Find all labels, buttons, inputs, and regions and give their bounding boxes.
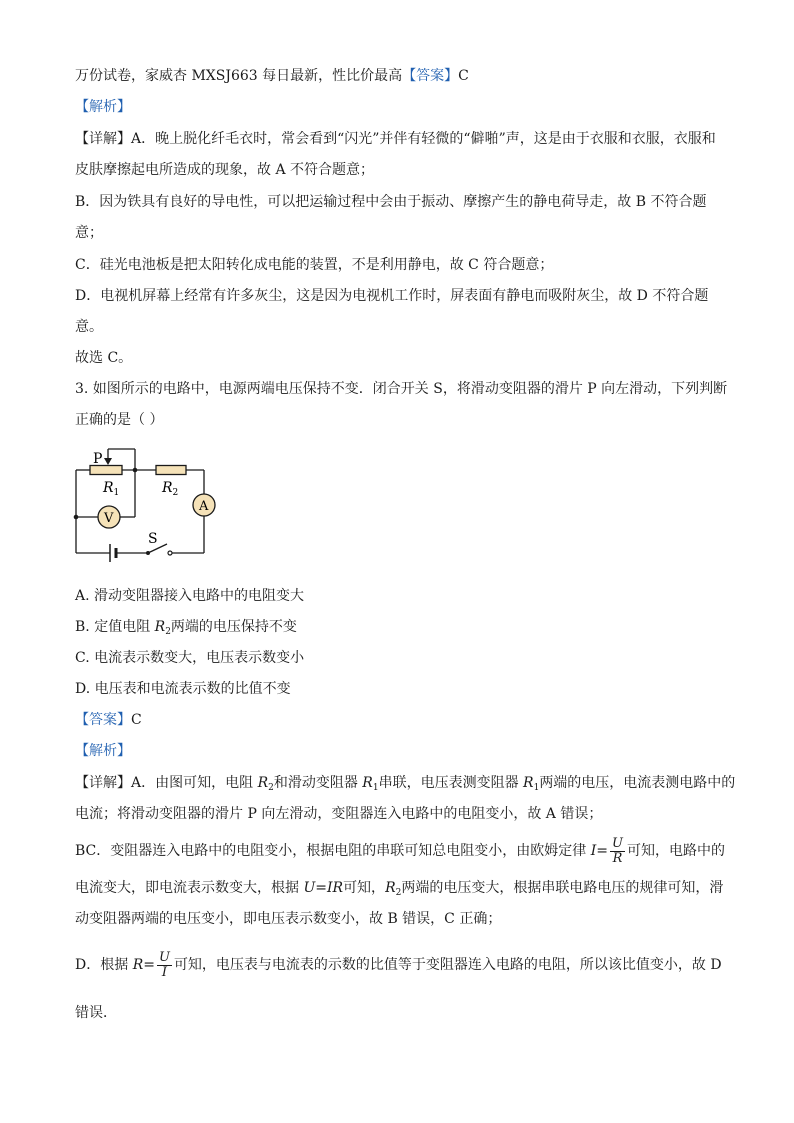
analysis-line-bc1 bbox=[75, 834, 725, 868]
slider-arrow-icon bbox=[104, 458, 112, 465]
question-stem-line-1: 3. 如图所示的电路中，电源两端电压保持不变．闭合开关 S，将滑动变阻器的滑片 P 向左滑动，下列判断 bbox=[75, 381, 728, 397]
analysis-line-a1 bbox=[75, 773, 735, 798]
junction-dot-left bbox=[74, 515, 79, 520]
prev-detail-line-1 bbox=[75, 129, 716, 149]
analysis-text: 和滑动变阻器 bbox=[273, 775, 363, 791]
prev-conclusion-line: 故选 C。 bbox=[75, 350, 133, 366]
r1-label: $R_1$ bbox=[103, 480, 120, 498]
analysis-text: BC．变阻器连入电路中的电阻变小，根据电阻的串联可知总电阻变小，由欧姆定律 bbox=[75, 843, 591, 859]
analysis-text: 可知，电路中的 bbox=[626, 843, 725, 859]
option-b-suffix: 两端的电压保持不变 bbox=[170, 619, 297, 635]
analysis-text: D．根据 bbox=[75, 957, 133, 973]
analysis-text: 可知， bbox=[343, 880, 386, 896]
analysis-line-bc2 bbox=[75, 878, 723, 903]
symbol-r: R bbox=[362, 775, 373, 791]
option-b-symbol: R bbox=[154, 619, 166, 635]
prev-detail-line-5: C．硅光电池板是把太阳转化成电能的装置，不是利用静电，故 C 符合题意； bbox=[75, 257, 554, 273]
equals-sign: = bbox=[596, 843, 608, 859]
analysis-line-bc3: 动变阻器两端的电压变小，即电压表示数变小，故 B 错误，C 正确； bbox=[75, 911, 502, 927]
fraction-denominator: R bbox=[612, 850, 623, 866]
analysis-line-d2: 错误． bbox=[75, 1005, 117, 1021]
prev-detail-line-4: 意； bbox=[75, 225, 103, 241]
prev-detail-line-6: D．电视机屏幕上经常有许多灰尘，这是因为电视机工作时，屏表面有静电而吸附灰尘，故 D 不符合题 bbox=[75, 288, 709, 304]
subscript: 2 bbox=[268, 783, 274, 793]
option-d: D. 电压表和电流表示数的比值不变 bbox=[75, 681, 291, 697]
subscript: 1 bbox=[372, 783, 379, 793]
option-c: C. 电流表示数变大，电压表示数变小 bbox=[75, 650, 305, 666]
analysis-line-d1 bbox=[75, 948, 722, 982]
analysis-text: 电流变大，即电流表示数变大，根据 bbox=[75, 880, 304, 896]
ammeter-label: A bbox=[199, 499, 209, 514]
formula-u-ir: U=IR bbox=[303, 880, 344, 896]
analysis-text: A．由图可知，电阻 bbox=[131, 775, 258, 791]
subscript: 1 bbox=[533, 783, 540, 793]
symbol-r: R bbox=[257, 775, 269, 791]
fraction-u-over-r bbox=[610, 837, 625, 866]
fraction-numerator: U bbox=[611, 835, 623, 851]
answer-tag: 【答案】 bbox=[75, 712, 131, 728]
equals-sign: = bbox=[143, 957, 155, 973]
answer-line bbox=[75, 710, 142, 730]
voltmeter-label: V bbox=[104, 511, 114, 526]
subscript: 2 bbox=[395, 888, 402, 898]
junction-dot-top bbox=[133, 468, 138, 473]
option-b-prefix: B. 定值电阻 bbox=[75, 619, 155, 635]
analysis-line-a2: 电流；将滑动变阻器的滑片 P 向左滑动，变阻器连入电路中的电阻变小，故 A 错误； bbox=[75, 806, 603, 822]
prev-detail-line-3: B．因为铁具有良好的导电性，可以把运输过程中会由于振动、摩擦产生的静电荷导走，故 B 不符合题 bbox=[75, 194, 707, 210]
answer-value: C bbox=[458, 68, 469, 84]
fraction-numerator: U bbox=[158, 949, 170, 965]
slider-label: P bbox=[93, 451, 103, 467]
detail-tag: 【详解】 bbox=[75, 775, 131, 791]
prev-detail-line-7: 意。 bbox=[75, 319, 103, 335]
symbol-i: I bbox=[590, 843, 597, 859]
analysis-tag: 【解析】 bbox=[75, 743, 131, 759]
option-b bbox=[75, 617, 297, 642]
switch-contact bbox=[168, 551, 172, 555]
detail-tag: 【详解】 bbox=[75, 131, 131, 147]
option-b-subscript: 2 bbox=[165, 627, 171, 637]
switch-label: S bbox=[148, 531, 158, 547]
resistor-r2 bbox=[156, 466, 186, 475]
r2-label: $R_2$ bbox=[162, 480, 179, 498]
analysis-text: 两端的电压变大，根据串联电路电压的规律可知，滑 bbox=[401, 880, 724, 896]
switch-pivot bbox=[146, 551, 150, 555]
prev-answer-line bbox=[75, 66, 469, 86]
prev-detail-line-2: 皮肤摩擦起电所造成的现象，故 A 不符合题意； bbox=[75, 162, 375, 178]
symbol-r: R bbox=[385, 880, 396, 896]
circuit-diagram bbox=[60, 440, 230, 575]
option-a: A. 滑动变阻器接入电路中的电阻变大 bbox=[75, 588, 305, 604]
fraction-denominator: I bbox=[161, 964, 168, 980]
prev-detail-text-1: A．晚上脱化纤毛衣时，常会看到“闪光”并伴有轻微的“僻啪”声，这是由于衣服和衣服，衣服和 bbox=[131, 131, 716, 147]
analysis-text: 可知，电压表与电流表的示数的比值等于变阻器连入电路的电阻，所以该比值变小，故 D bbox=[173, 957, 722, 973]
analysis-text: 两端的电压，电流表测电路中的 bbox=[539, 775, 736, 791]
analysis-text: 串联，电压表测变阻器 bbox=[378, 775, 524, 791]
answer-value: C bbox=[131, 712, 142, 728]
question-stem-line-2: 正确的是（ ） bbox=[75, 412, 164, 428]
answer-tag: 【答案】 bbox=[402, 68, 459, 84]
symbol-r: R bbox=[132, 957, 144, 973]
watermark-text: 万份试卷，家威杏 MXSJ663 每日最新，性比价最高 bbox=[75, 68, 403, 84]
fraction-u-over-i bbox=[157, 951, 172, 980]
symbol-r: R bbox=[523, 775, 534, 791]
analysis-tag: 【解析】 bbox=[75, 99, 131, 115]
